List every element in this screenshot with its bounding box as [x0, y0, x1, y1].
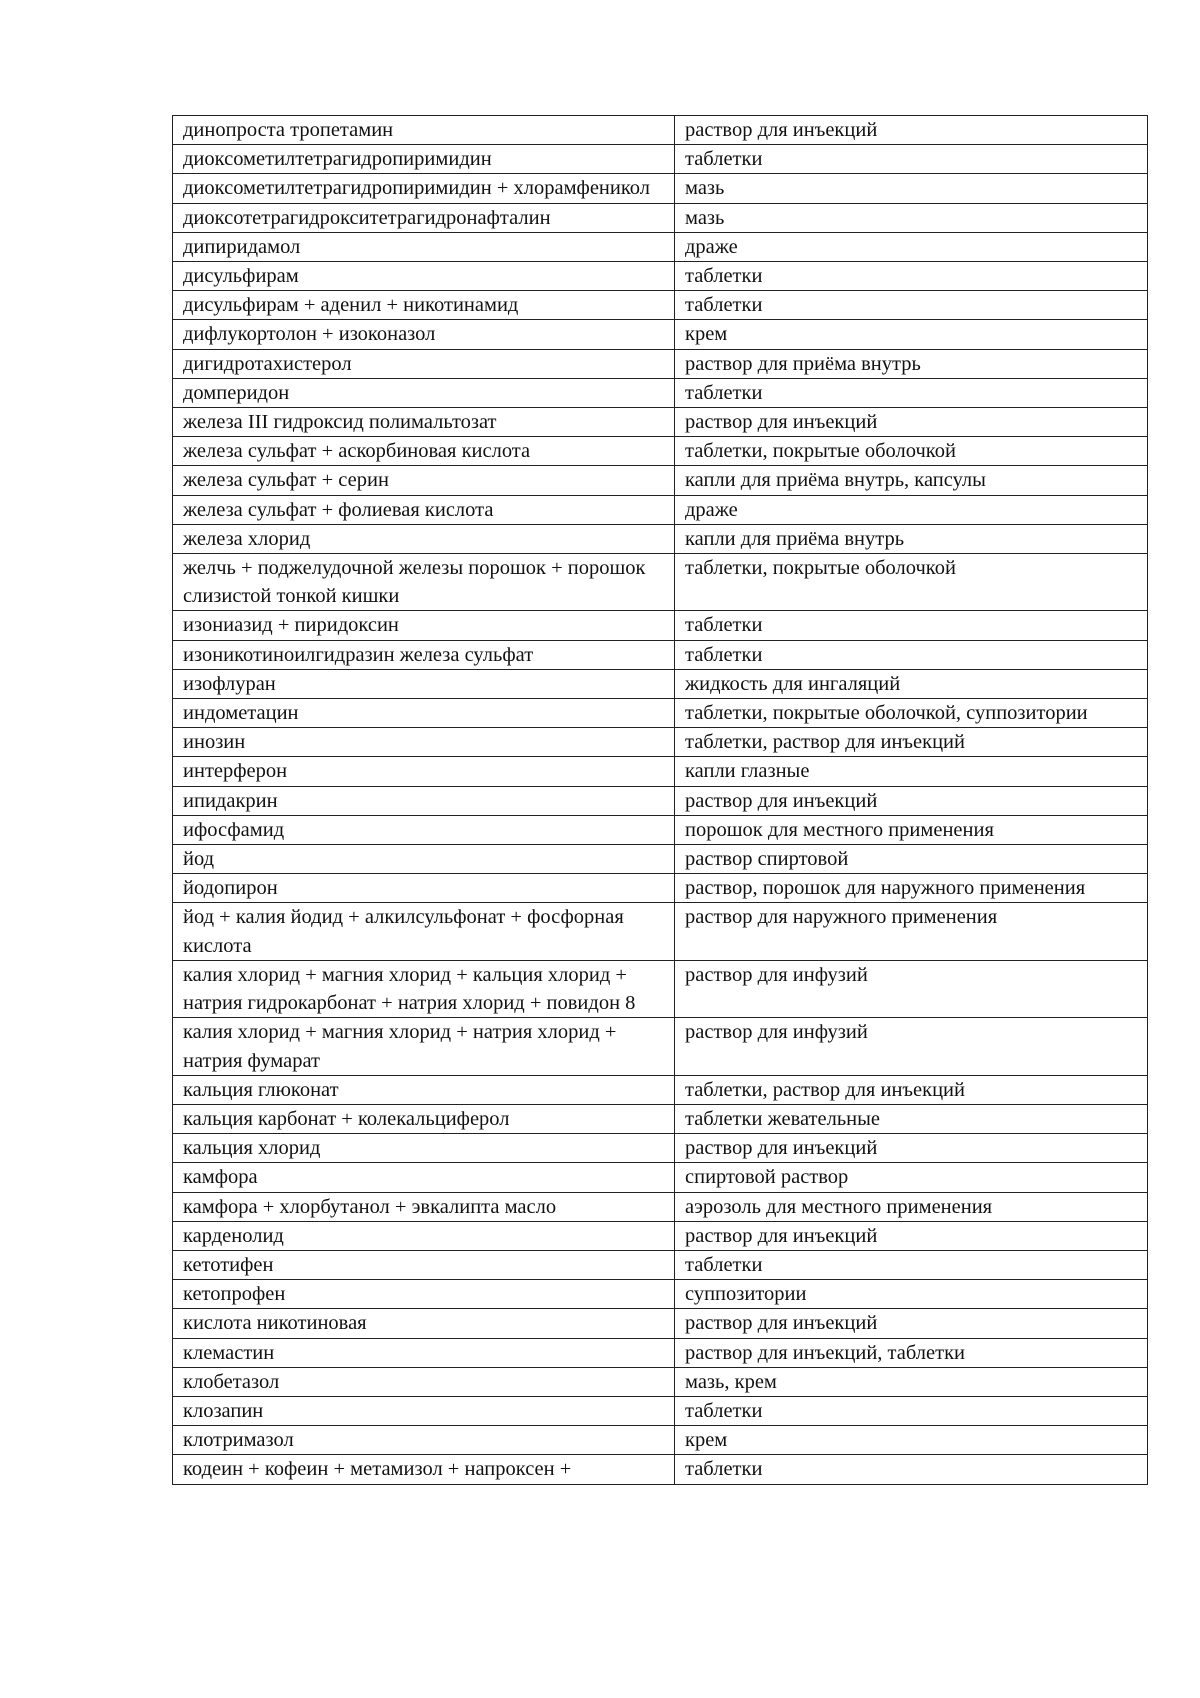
table-row: [173, 1455, 1148, 1484]
dosage-form-cell: раствор для инфузий: [675, 960, 1148, 1017]
dosage-form-cell: раствор для инъекций: [675, 1134, 1148, 1163]
substance-cell: железа III гидроксид полимальтозат: [173, 408, 675, 437]
substance-cell: диоксометилтетрагидропиримидин: [173, 145, 675, 174]
dosage-form-cell: таблетки, раствор для инъекций: [675, 1075, 1148, 1104]
dosage-form-cell: мазь: [675, 174, 1148, 203]
table-row: [173, 786, 1148, 815]
substance-cell: диоксотетрагидрокситетрагидронафталин: [173, 203, 675, 232]
dosage-form-cell: таблетки: [675, 1250, 1148, 1279]
table-row: [173, 669, 1148, 698]
table-row: [173, 203, 1148, 232]
table-row: [173, 1104, 1148, 1133]
table-row: [173, 116, 1148, 145]
dosage-form-cell: мазь: [675, 203, 1148, 232]
substance-cell: интерферон: [173, 757, 675, 786]
dosage-form-cell: раствор спиртовой: [675, 845, 1148, 874]
table-row: [173, 1163, 1148, 1192]
table-row: [173, 554, 1148, 611]
substance-cell: дигидротахистерол: [173, 349, 675, 378]
dosage-form-cell: раствор для инъекций: [675, 1221, 1148, 1250]
table-row: [173, 1309, 1148, 1338]
table-row: [173, 408, 1148, 437]
table-row: [173, 1221, 1148, 1250]
dosage-form-cell: таблетки, раствор для инъекций: [675, 728, 1148, 757]
table-row: [173, 174, 1148, 203]
table-row: [173, 757, 1148, 786]
substance-cell: кодеин + кофеин + метамизол + напроксен +: [173, 1455, 675, 1484]
dosage-form-cell: капли глазные: [675, 757, 1148, 786]
substance-cell: железа хлорид: [173, 524, 675, 553]
substance-cell: йодопирон: [173, 874, 675, 903]
dosage-form-cell: раствор для инъекций: [675, 1309, 1148, 1338]
dosage-form-cell: драже: [675, 495, 1148, 524]
dosage-form-cell: таблетки: [675, 291, 1148, 320]
substance-cell: калия хлорид + магния хлорид + натрия хлорид + натрия фумарат: [173, 1018, 675, 1075]
table-row: [173, 815, 1148, 844]
dosage-form-cell: раствор для инъекций: [675, 786, 1148, 815]
substance-cell: калия хлорид + магния хлорид + кальция хлорид + натрия гидрокарбонат + натрия хлорид + повидон 8: [173, 960, 675, 1017]
substance-cell: изоникотиноилгидразин железа сульфат: [173, 640, 675, 669]
dosage-form-cell: таблетки: [675, 378, 1148, 407]
table-row: [173, 728, 1148, 757]
table-row: [173, 611, 1148, 640]
dosage-form-cell: раствор для инъекций: [675, 116, 1148, 145]
substance-cell: кальция карбонат + колекальциферол: [173, 1104, 675, 1133]
dosage-form-cell: драже: [675, 232, 1148, 261]
table-row: [173, 874, 1148, 903]
substance-cell: домперидон: [173, 378, 675, 407]
dosage-form-cell: капли для приёма внутрь, капсулы: [675, 466, 1148, 495]
substance-cell: индометацин: [173, 699, 675, 728]
table-row: [173, 1396, 1148, 1425]
table-row: [173, 640, 1148, 669]
substance-cell: карденолид: [173, 1221, 675, 1250]
table-row: [173, 524, 1148, 553]
dosage-form-cell: таблетки: [675, 1396, 1148, 1425]
table-row: [173, 1192, 1148, 1221]
substance-cell: клозапин: [173, 1396, 675, 1425]
table-row: [173, 320, 1148, 349]
substance-cell: изониазид + пиридоксин: [173, 611, 675, 640]
table-row: [173, 466, 1148, 495]
dosage-form-cell: порошок для местного применения: [675, 815, 1148, 844]
dosage-form-cell: спиртовой раствор: [675, 1163, 1148, 1192]
substance-cell: кислота никотиновая: [173, 1309, 675, 1338]
substance-cell: кальция хлорид: [173, 1134, 675, 1163]
table-row: [173, 699, 1148, 728]
substance-cell: йод: [173, 845, 675, 874]
dosage-form-cell: таблетки: [675, 145, 1148, 174]
table-row: [173, 1250, 1148, 1279]
table-row: [173, 495, 1148, 524]
table-row: [173, 1367, 1148, 1396]
table-row: [173, 1280, 1148, 1309]
dosage-form-cell: капли для приёма внутрь: [675, 524, 1148, 553]
substance-cell: железа сульфат + серин: [173, 466, 675, 495]
dosage-form-cell: таблетки: [675, 611, 1148, 640]
table-row: [173, 262, 1148, 291]
dosage-form-cell: мазь, крем: [675, 1367, 1148, 1396]
table-row: [173, 1018, 1148, 1075]
substance-cell: инозин: [173, 728, 675, 757]
substance-cell: камфора: [173, 1163, 675, 1192]
substance-cell: кетопрофен: [173, 1280, 675, 1309]
dosage-form-cell: суппозитории: [675, 1280, 1148, 1309]
dosage-form-cell: таблетки: [675, 262, 1148, 291]
substance-cell: динопроста тропетамин: [173, 116, 675, 145]
substance-cell: клемастин: [173, 1338, 675, 1367]
substance-cell: железа сульфат + фолиевая кислота: [173, 495, 675, 524]
table-row: [173, 845, 1148, 874]
substance-cell: желчь + поджелудочной железы порошок + порошок слизистой тонкой кишки: [173, 554, 675, 611]
substance-cell: дисульфирам: [173, 262, 675, 291]
substance-cell: йод + калия йодид + алкилсульфонат + фосфорная кислота: [173, 903, 675, 960]
table-row: [173, 1426, 1148, 1455]
table-row: [173, 903, 1148, 960]
substance-cell: клотримазол: [173, 1426, 675, 1455]
substance-cell: ипидакрин: [173, 786, 675, 815]
dosage-form-cell: таблетки: [675, 1455, 1148, 1484]
dosage-form-cell: раствор для наружного применения: [675, 903, 1148, 960]
table-row: [173, 145, 1148, 174]
table-row: [173, 378, 1148, 407]
dosage-form-cell: раствор для инфузий: [675, 1018, 1148, 1075]
substance-cell: дифлукортолон + изоконазол: [173, 320, 675, 349]
substance-cell: диоксометилтетрагидропиримидин + хлорамфеникол: [173, 174, 675, 203]
substance-cell: дипиридамол: [173, 232, 675, 261]
table-row: [173, 291, 1148, 320]
table-row: [173, 349, 1148, 378]
dosage-form-cell: таблетки, покрытые оболочкой, суппозитории: [675, 699, 1148, 728]
dosage-form-cell: аэрозоль для местного применения: [675, 1192, 1148, 1221]
dosage-form-cell: раствор для инъекций, таблетки: [675, 1338, 1148, 1367]
substance-cell: дисульфирам + аденил + никотинамид: [173, 291, 675, 320]
table-row: [173, 960, 1148, 1017]
drug-form-table: [172, 115, 1148, 1485]
dosage-form-cell: крем: [675, 320, 1148, 349]
dosage-form-cell: таблетки жевательные: [675, 1104, 1148, 1133]
table-row: [173, 1338, 1148, 1367]
dosage-form-cell: крем: [675, 1426, 1148, 1455]
table-row: [173, 437, 1148, 466]
dosage-form-cell: таблетки, покрытые оболочкой: [675, 554, 1148, 611]
dosage-form-cell: таблетки, покрытые оболочкой: [675, 437, 1148, 466]
dosage-form-cell: раствор, порошок для наружного применения: [675, 874, 1148, 903]
substance-cell: кетотифен: [173, 1250, 675, 1279]
substance-cell: ифосфамид: [173, 815, 675, 844]
substance-cell: изофлуран: [173, 669, 675, 698]
table-row: [173, 1134, 1148, 1163]
substance-cell: кальция глюконат: [173, 1075, 675, 1104]
dosage-form-cell: раствор для инъекций: [675, 408, 1148, 437]
table-row: [173, 1075, 1148, 1104]
substance-cell: камфора + хлорбутанол + эвкалипта масло: [173, 1192, 675, 1221]
substance-cell: железа сульфат + аскорбиновая кислота: [173, 437, 675, 466]
table-body: [173, 116, 1148, 1485]
dosage-form-cell: таблетки: [675, 640, 1148, 669]
table-row: [173, 232, 1148, 261]
dosage-form-cell: раствор для приёма внутрь: [675, 349, 1148, 378]
substance-cell: клобетазол: [173, 1367, 675, 1396]
dosage-form-cell: жидкость для ингаляций: [675, 669, 1148, 698]
